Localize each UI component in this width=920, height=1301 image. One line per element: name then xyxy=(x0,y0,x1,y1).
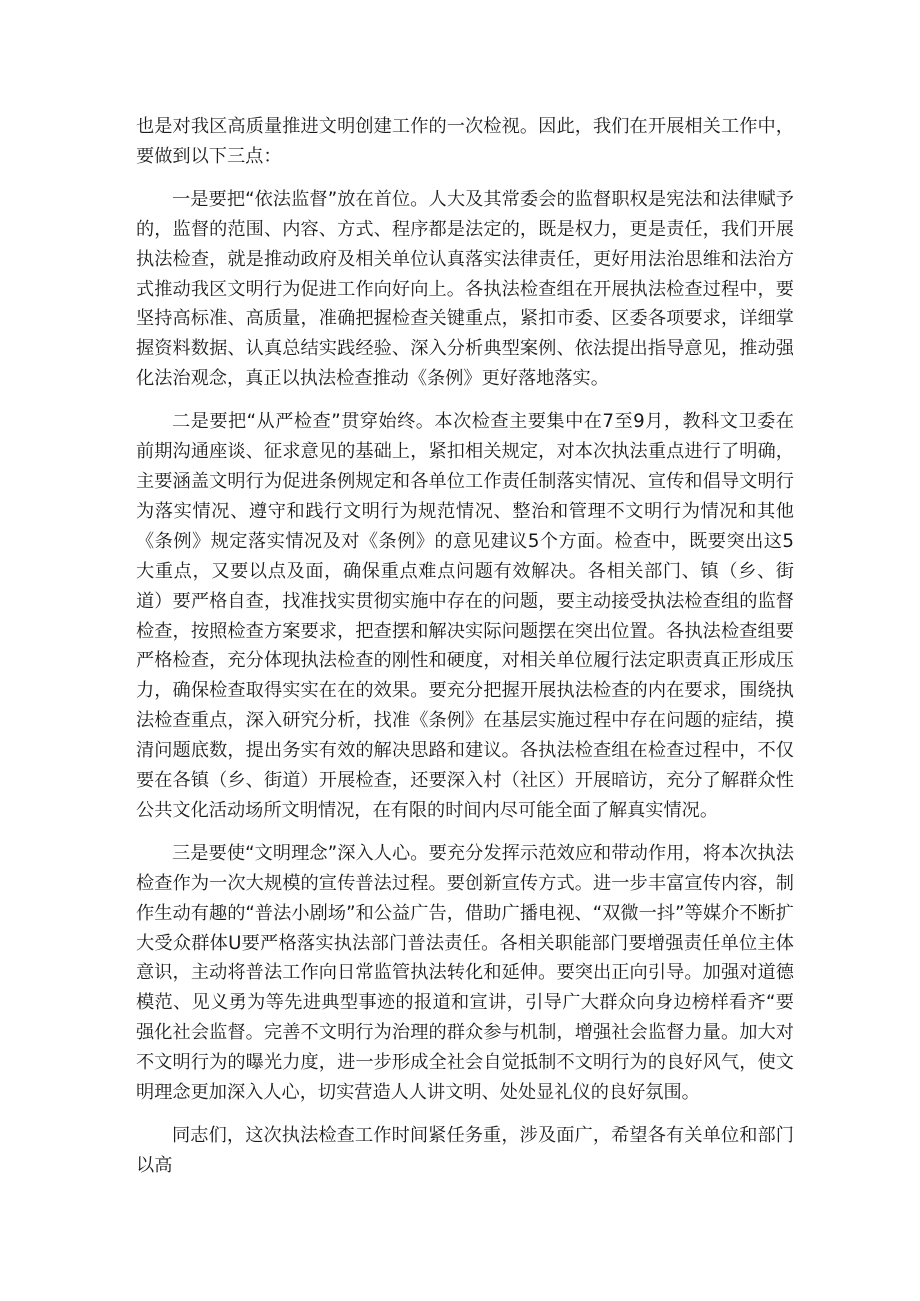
document-body xyxy=(136,112,794,1194)
paragraph-closing: 同志们，这次执法检查工作时间紧任务重，涉及面广，希望各有关单位和部门以高 xyxy=(136,1125,794,1176)
paragraph-point-three: 三是要使“文明理念”深入人心。要充分发挥示范效应和带动作用，将本次执法检查作为一次大规模的宣传普法过程。要创新宣传方式。进一步丰富宣传内容，制作生动有趣的“普法小剧场”和公益广告，借助广播电视、“双微一抖”等媒介不断扩大受众群体U要严格落实执法部门普法责任。各相关职能部门要增强责任单位主体意识，主动将普法工作向日常监管执法转化和延伸。要突出正向引导。加强对道德模范、见义勇为等先进典型事迹的报道和宣讲，引导广大群众向身边榜样看齐“要强化社会监督。完善不文明行为治理的群众参与机制，增强社会监督力量。加大对不文明行为的曝光力度，进一步形成全社会自觉抵制不文明行为的良好风气，使文明理念更加深入人心，切实营造人人讲文明、处处显礼仪的良好氛围。 xyxy=(136,842,794,1104)
paragraph-point-one: 一是要把“依法监督”放在首位。人大及其常委会的监督职权是宪法和法律赋予的，监督的范围、内容、方式、程序都是法定的，既是权力，更是责任，我们开展执法检查，就是推动政府及相关单位认真落实法律责任，更好用法治思维和法治方式推动我区文明行为促进工作向好向上。各执法检查组在开展执法检查过程中，要坚持高标准、高质量，准确把握检查关键重点，紧扣市委、区委各项要求，详细掌握资料数据、认真总结实践经验、深入分析典型案例、依法提出指导意见，推动强化法治观念，真正以执法检查推动《条例》更好落地落实。 xyxy=(136,188,794,390)
paragraph-intro-continuation: 也是对我区高质量推进文明创建工作的一次检视。因此，我们在开展相关工作中，要做到以下三点： xyxy=(136,116,794,167)
paragraph-point-two: 二是要把“从严检查”贯穿始终。本次检查主要集中在7至9月，教科文卫委在前期沟通座谈、征求意见的基础上，紧扣相关规定，对本次执法重点进行了明确，主要涵盖文明行为促进条例规定和各单位工作责任制落实情况、宣传和倡导文明行为落实情况、遵守和践行文明行为规范情况、整治和管理不文明行为情况和其他《条例》规定落实情况及对《条例》的意见建议5个方面。检查中，既要突出这5大重点，又要以点及面，确保重点难点问题有效解决。各相关部门、镇（乡、街道）要严格自查，找准找实贯彻实施中存在的问题，要主动接受执法检查组的监督检查，按照检查方案要求，把查摆和解决实际问题摆在突出位置。各执法检查组要严格检查，充分体现执法检查的刚性和硬度，对相关单位履行法定职责真正形成压力，确保检查取得实实在在的效果。要充分把握开展执法检查的内在要求，围绕执法检查重点，深入研究分析，找准《条例》在基层实施过程中存在问题的症结，摸清问题底数，提出务实有效的解决思路和建议。各执法检查组在检查过程中，不仅要在各镇（乡、街道）开展检查，还要深入村（社区）开展暗访，充分了解群众性公共文化活动场所文明情况，在有限的时间内尽可能全面了解真实情况。 xyxy=(136,411,794,821)
